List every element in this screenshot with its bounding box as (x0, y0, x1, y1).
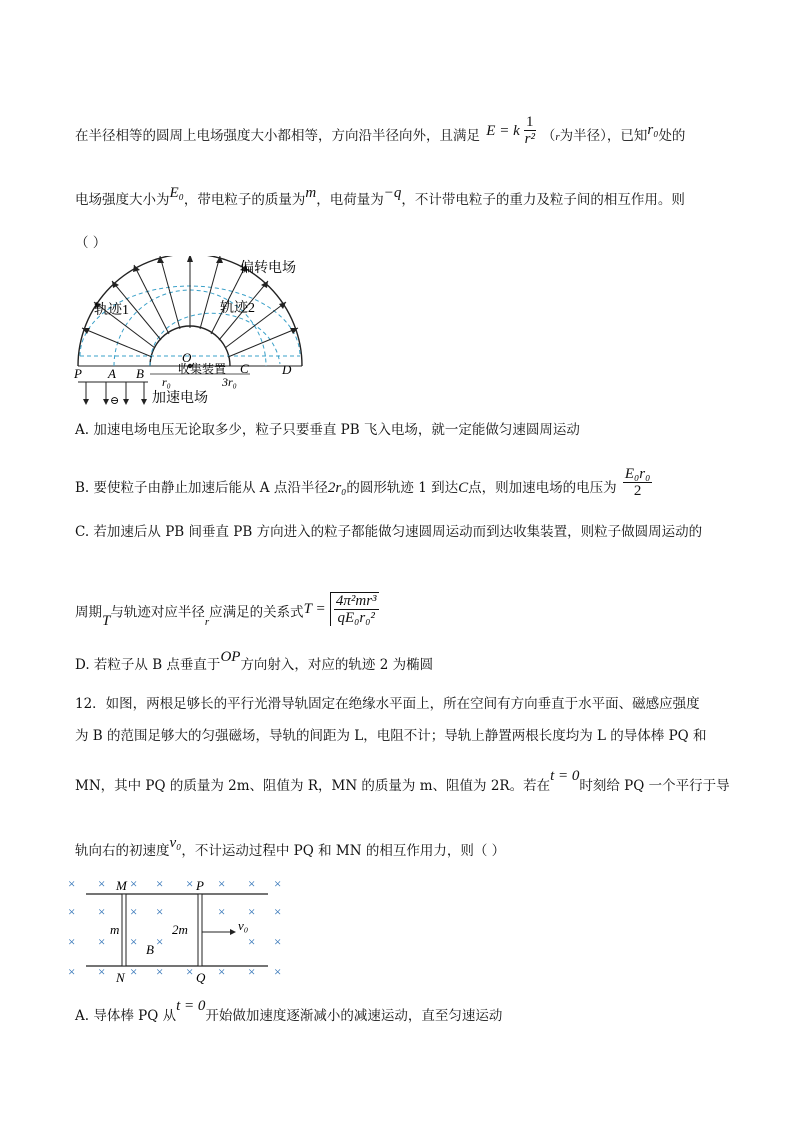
label-3r0: 3r₀ (222, 375, 237, 389)
svg-text:×: × (186, 876, 194, 891)
option-a: A. 加速电场电压无论取多少，粒子只要垂直 PB 飞入电场，就一定能做匀速圆周运动 (75, 422, 580, 438)
answer-blank: （ ） (75, 235, 107, 251)
svg-text:×: × (156, 934, 164, 949)
label-M: M (116, 878, 127, 893)
label-N: N (116, 970, 125, 984)
svg-text:×: × (274, 904, 282, 919)
label-P: P (196, 878, 204, 893)
svg-text:×: × (274, 876, 282, 891)
label-minus: ⊖ (110, 395, 120, 407)
svg-text:×: × (98, 964, 106, 979)
option-b: B. 要使粒子由静止加速后能从 A 点沿半径2r₀的圆形轨迹 1 到达C点，则加速电场的电压为 $\frac{\text{E₀r₀}}{2}$ (75, 466, 651, 499)
label-track-2: 轨迹2 (220, 301, 255, 316)
svg-text:×: × (248, 934, 256, 949)
svg-text:×: × (218, 876, 226, 891)
svg-text:×: × (68, 964, 76, 979)
label-m: m (110, 922, 120, 937)
rails-figure (62, 874, 298, 984)
label-A: A (108, 366, 116, 381)
svg-text:×: × (130, 934, 138, 949)
svg-text:×: × (274, 964, 282, 979)
svg-text:×: × (130, 964, 138, 979)
option-d: D. 若粒子从 B 点垂直于OP方向射入，对应的轨迹 2 为椭圆 (75, 649, 434, 673)
q12-line3: MN，其中 PQ 的质量为 2m、阻值为 R，MN 的质量为 m、阻值为 2R。若在t = 0时刻给 PQ 一个平行于导 (75, 768, 730, 794)
svg-text:×: × (248, 904, 256, 919)
svg-text:×: × (68, 904, 76, 919)
svg-text:×: × (186, 964, 194, 979)
svg-text:×: × (68, 876, 76, 891)
label-O: O (182, 350, 192, 365)
svg-text:×: × (130, 904, 138, 919)
q12-line4: 轨向右的初速度v₀，不计运动过程中 PQ 和 MN 的相互作用力，则（ ） (75, 835, 506, 859)
label-accel-field: 加速电场 (152, 391, 208, 406)
svg-text:×: × (248, 964, 256, 979)
svg-text:×: × (218, 964, 226, 979)
period-formula: $\frac{\text{4π²mr³}}{\text{qE₀r₀²}}$ (330, 592, 379, 626)
svg-text:×: × (130, 876, 138, 891)
label-collector: 收集装置 (178, 362, 227, 376)
label-B: B (136, 366, 144, 381)
velocity-arrowhead (230, 929, 236, 935)
svg-text:×: × (156, 964, 164, 979)
field-formula: E = k $\frac{1}{\text{r²}}$ (486, 114, 535, 147)
rod-pq (198, 894, 202, 966)
svg-text:×: × (98, 934, 106, 949)
svg-text:×: × (274, 934, 282, 949)
svg-text:×: × (98, 904, 106, 919)
voltage-fraction: $\frac{\text{E₀r₀}}{2}$ (624, 466, 651, 499)
q12-line1: 12．如图，两根足够长的平行光滑导轨固定在绝缘水平面上，所在空间有方向垂直于水平面、磁感应强度 (75, 696, 700, 712)
label-deflection-field: 偏转电场 (240, 261, 296, 276)
label-r0: r₀ (162, 375, 171, 389)
label-B: B (146, 942, 154, 957)
label-track-1: 轨迹1 (94, 303, 129, 318)
svg-text:×: × (218, 904, 226, 919)
svg-text:×: × (156, 904, 164, 919)
svg-text:×: × (248, 876, 256, 891)
label-v0: v₀ (238, 918, 249, 933)
q11-line2: 电场强度大小为E₀，带电粒子的质量为m，电荷量为−q，不计带电粒子的重力及粒子间的相互作用。则 (75, 185, 685, 208)
q11-line1: 在半径相等的圆周上电场强度大小都相等，方向沿半径向外，且满足 E = k $\frac{1}{\text{r²}}$ （r为半径），已知r₀处的 (75, 114, 686, 147)
q12-line2: 为 B 的范围足够大的匀强磁场，导轨的间距为 L，电阻不计；导轨上静置两根长度均为 L 的导体棒 PQ 和 (75, 728, 707, 744)
label-2m: 2m (172, 922, 188, 937)
label-D: D (282, 362, 292, 377)
svg-text:×: × (68, 934, 76, 949)
label-Q: Q (196, 970, 206, 984)
deflection-field-figure (60, 256, 320, 410)
option-c-line1: C. 若加速后从 PB 间垂直 PB 方向进入的粒子都能做匀速圆周运动而到达收集装置，则粒子做圆周运动的 (75, 524, 703, 540)
rod-mn (122, 894, 126, 966)
label-P: P (74, 366, 82, 381)
option-c-line2: 周期T与轨迹对应半径$_r$应满足的关系式T = $\frac{\text{4π²mr³}}{\text{qE₀r₀²}}$ (75, 593, 377, 629)
svg-text:×: × (156, 876, 164, 891)
label-C: C (240, 361, 249, 376)
svg-text:×: × (98, 876, 106, 891)
q12-option-a: A. 导体棒 PQ 从t = 0开始做加速度逐渐减小的减速运动，直至匀速运动 (75, 998, 503, 1024)
